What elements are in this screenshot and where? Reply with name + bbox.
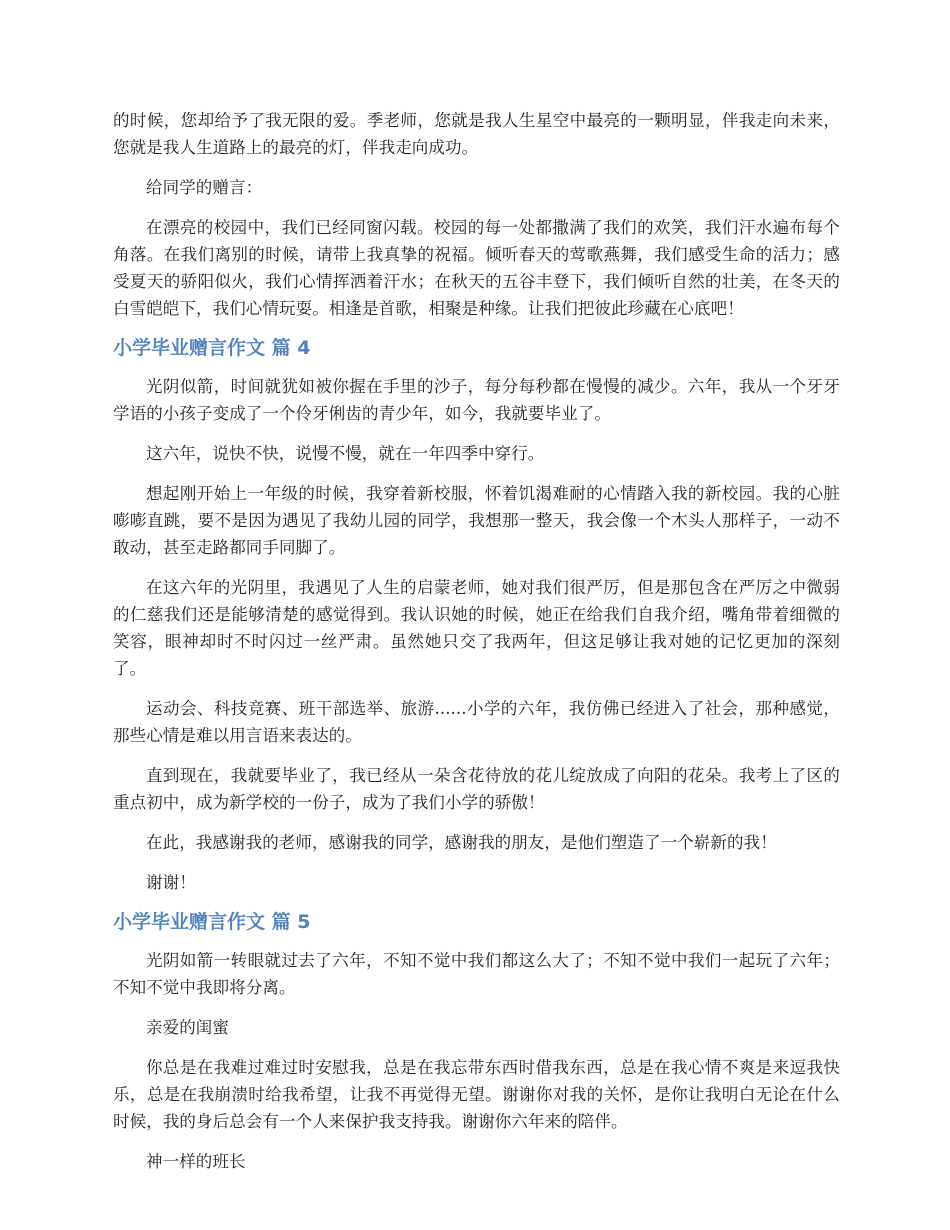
paragraph: 在漂亮的校园中，我们已经同窗闪载。校园的每一处都撒满了我们的欢笑，我们汗水遍布每个角落。在我们离别的时候，请带上我真挚的祝福。倾听春天的莺歌燕舞，我们感受生命的活力；感受夏天的骄阳似火，我们心情挥洒着汗水；在秋天的五谷丰登下，我们倾听自然的壮美，在冬天的白雪皑皑下，我们心情玩耍。相逢是首歌，相聚是种缘。让我们把彼此珍藏在心底吧！ [113,218,840,318]
section-heading: 小学毕业赠言作文 篇 4 [113,337,311,359]
section-heading: 小学毕业赠言作文 篇 5 [113,911,311,933]
paragraph: 直到现在，我就要毕业了，我已经从一朵含花待放的花儿绽放成了向阳的花朵。我考上了区的重点初中，成为新学校的一份子，成为了我们小学的骄傲！ [113,766,840,812]
paragraph: 给同学的赠言： [146,178,263,197]
paragraph: 你总是在我难过难过时安慰我，总是在我忘带东西时借我东西，总是在我心情不爽是来逗我快乐，总是在我崩溃时给我希望，让我不再觉得无望。谢谢你对我的关怀，是你让我明白无论在什么时候，我的身后总会有一个人来保护我支持我。谢谢你六年来的陪伴。 [113,1058,840,1131]
paragraph: 运动会、科技竞赛、班干部选举、旅游......小学的六年，我仿佛已经进入了社会，那种感觉，那些心情是难以用言语来表达的。 [113,699,840,745]
paragraph: 在这六年的光阴里，我遇见了人生的启蒙老师，她对我们很严厉，但是那包含在严厉之中微弱的仁慈我们还是能够清楚的感觉得到。我认识她的时候，她正在给我们自我介绍，嘴角带着细微的笑容，眼神却时不时闪过一丝严肃。虽然她只交了我两年，但这足够让我对她的记忆更加的深刻了。 [113,578,840,678]
paragraph: 这六年，说快不快，说慢不慢，就在一年四季中穿行。 [146,444,545,463]
paragraph: 光阴如箭一转眼就过去了六年，不知不觉中我们都这么大了；不知不觉中我们一起玩了六年；不知不觉中我即将分离。 [113,951,840,997]
document-page [113,107,840,1188]
paragraph: 想起刚开始上一年级的时候，我穿着新校服，怀着饥渴难耐的心情踏入我的新校园。我的心脏嘭嘭直跳，要不是因为遇见了我幼儿园的同学，我想那一整天，我会像一个木头人那样子，一动不敢动，甚至走路都同手同脚了。 [113,484,840,557]
paragraph: 神一样的班长 [146,1152,246,1171]
paragraph: 亲爱的闺蜜 [146,1018,229,1037]
paragraph: 谢谢！ [146,873,196,892]
paragraph: 的时候，您却给予了我无限的爱。季老师，您就是我人生星空中最亮的一颗明显，伴我走向未来，您就是我人生道路上的最亮的灯，伴我走向成功。 [113,111,840,157]
paragraph: 在此，我感谢我的老师，感谢我的同学，感谢我的朋友，是他们塑造了一个崭新的我！ [146,833,777,852]
paragraph: 光阴似箭，时间就犹如被你握在手里的沙子，每分每秒都在慢慢的减少。六年，我从一个牙牙学语的小孩子变成了一个伶牙俐齿的青少年，如今，我就要毕业了。 [113,377,840,423]
